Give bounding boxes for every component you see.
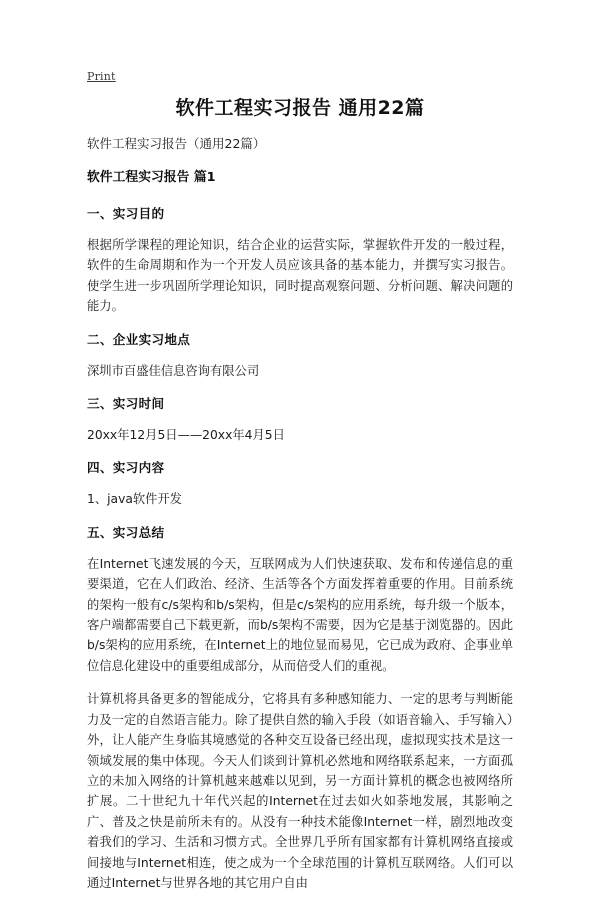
section-heading-purpose: 一、实习目的 xyxy=(87,206,165,221)
print-link[interactable]: Print xyxy=(87,70,116,83)
page-title: 软件工程实习报告 通用22篇 xyxy=(175,97,425,119)
section-paragraph: 20xx年12月5日——20xx年4月5日 xyxy=(87,428,285,443)
article-heading: 软件工程实习报告 篇1 xyxy=(87,170,216,185)
section-paragraph: 根据所学课程的理论知识，结合企业的运营实际，掌握软件开发的一般过程，软件的生命周期和作为一个开发人员应该具备的基本能力，并撰写实习报告。使学生进一步巩固所学理论知识，同时提高观察问题、分析问题、解决问题的能力。 xyxy=(87,238,513,314)
section-paragraph: 在Internet飞速发展的今天，互联网成为人们快速获取、发布和传递信息的重要渠道，它在人们政治、经济、生活等各个方面发挥着重要的作用。目前系统的架构一般有c/s架构和b/s架构，但是c/s架构的应用系统，每升级一个版本，客户端都需要自己下载更新，而b/s架构不需要，因为它是基于浏览器的。因此b/s架构的应用系统，在Internet上的地位显而易见，它已成为政府、企事业单位信息化建设中的重要组成部分，从而倍受人们的重视。 xyxy=(87,556,513,673)
section-heading-contents: 四、实习内容 xyxy=(87,460,165,476)
section-heading-location: 二、企业实习地点 xyxy=(87,331,191,347)
document-subtitle: 软件工程实习报告（通用22篇） xyxy=(87,136,266,151)
section-paragraph: 计算机将具备更多的智能成分，它将具有多种感知能力、一定的思考与判断能力及一定的自然语言能力。除了提供自然的输入手段（如语音输入、手写输入）外，让人能产生身临其境感觉的各种交互设备已经出现，虚拟现实技术是这一领域发展的集中体现。今天人们谈到计算机必然地和网络联系起来，一方面孤立的未加入网络的计算机越来越难以见到，另一方面计算机的概念也被网络所扩展。二十世纪九十年代兴起的Internet在过去如火如荼地发展，其影响之广、普及之快是前所未有的。从没有一种技术能像Internet一样，剧烈地改变着我们的学习、生活和习惯方式。全世界几乎所有国家都有计算机网络直接或间接地与Internet相连，使之成为一个全球范围的计算机互联网络。人们可以通过Internet与世界各地的其它用户自由 xyxy=(87,692,513,890)
section-summary xyxy=(87,523,513,894)
section-purpose xyxy=(87,204,513,317)
section-paragraph: 深圳市百盛佳信息咨询有限公司 xyxy=(87,363,260,378)
section-heading-summary: 五、实习总结 xyxy=(87,524,165,540)
section-time xyxy=(87,394,513,445)
document-content xyxy=(87,94,513,906)
section-paragraph: 1、java软件开发 xyxy=(87,492,183,507)
section-contents xyxy=(87,458,513,509)
section-location xyxy=(87,330,513,381)
section-heading-time: 三、实习时间 xyxy=(87,396,165,412)
